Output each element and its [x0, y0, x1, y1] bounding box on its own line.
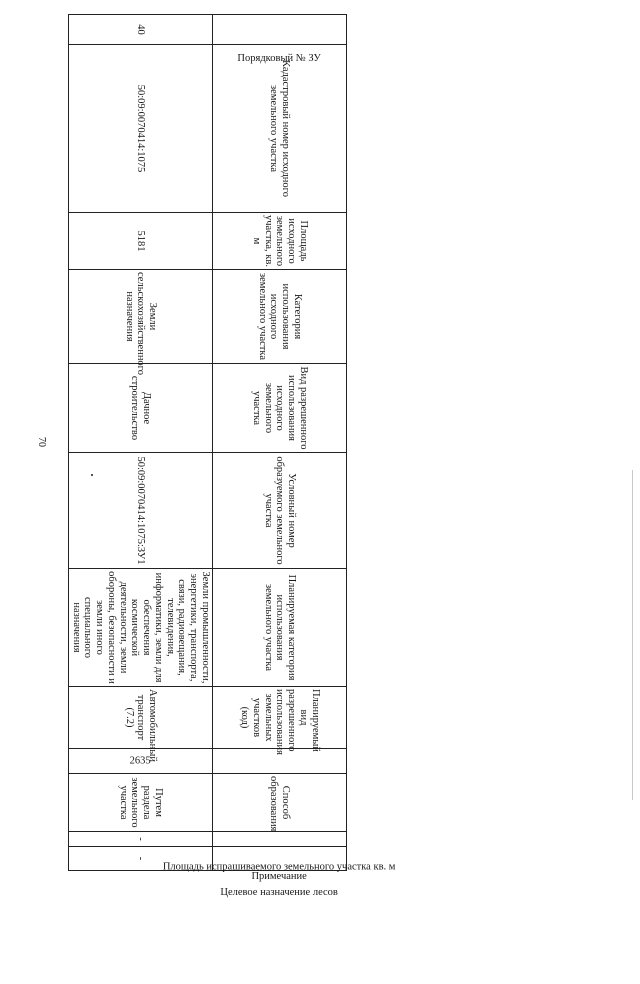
- cell-source-area: 5181: [69, 213, 213, 270]
- cell-conditional-number: 50:09:0070414:1075:ЗУ1: [69, 453, 213, 569]
- scan-edge-line: [632, 470, 633, 800]
- page-number: 70: [36, 437, 47, 447]
- header-forest-purpose: Целевое назначение лесов: [213, 832, 347, 847]
- header-num: Порядковый № ЗУ: [213, 15, 347, 45]
- header-planned-use: Планируемый вид разрешенного использования земельных участков (код): [213, 687, 347, 749]
- cell-planned-use: Автомобильный транспорт (7.2): [69, 687, 213, 749]
- cell-source-category: Земли сельскохозяйственного назначения: [69, 270, 213, 364]
- header-note: Примечание: [213, 847, 347, 871]
- cell-cadastral: 50:09:0070414:1075: [69, 45, 213, 213]
- header-conditional-number: Условный номер образуемого земельного участка: [213, 453, 347, 569]
- header-formation-method: Способ образования: [213, 774, 347, 832]
- cell-note: -: [69, 847, 213, 871]
- land-plot-table: [68, 14, 396, 898]
- header-source-use: Вид разрешенного использования исходного земельного участка: [213, 364, 347, 453]
- table-row: [69, 15, 213, 871]
- header-source-category: Категория использования исходного земельного участка: [213, 270, 347, 364]
- cell-planned-category: Земли промышленности, энергетики, транспорта, связи, радиовещания, телевидения, информатики, земли для обеспечения космической деятельности, земли обороны, безопасности и земли иного специального назначения: [69, 569, 213, 687]
- rotated-table-wrapper: [70, 14, 396, 898]
- cell-num: 40: [69, 15, 213, 45]
- header-planned-area: Площадь испрашиваемого земельного участка кв. м: [213, 749, 347, 774]
- cell-formation-method: Путем раздела земельного участка: [69, 774, 213, 832]
- header-cadastral: Кадастровый номер исходного земельного участка: [213, 45, 347, 213]
- table-header-row: [213, 15, 347, 871]
- cell-planned-area: 2635: [69, 749, 213, 774]
- cell-source-use: Дачное строительство: [69, 364, 213, 453]
- header-planned-category: Планируемая категория использования земельного участка: [213, 569, 347, 687]
- header-source-area: Площадь исходного земельного участка, кв. м: [213, 213, 347, 270]
- cell-forest-purpose: -: [69, 832, 213, 847]
